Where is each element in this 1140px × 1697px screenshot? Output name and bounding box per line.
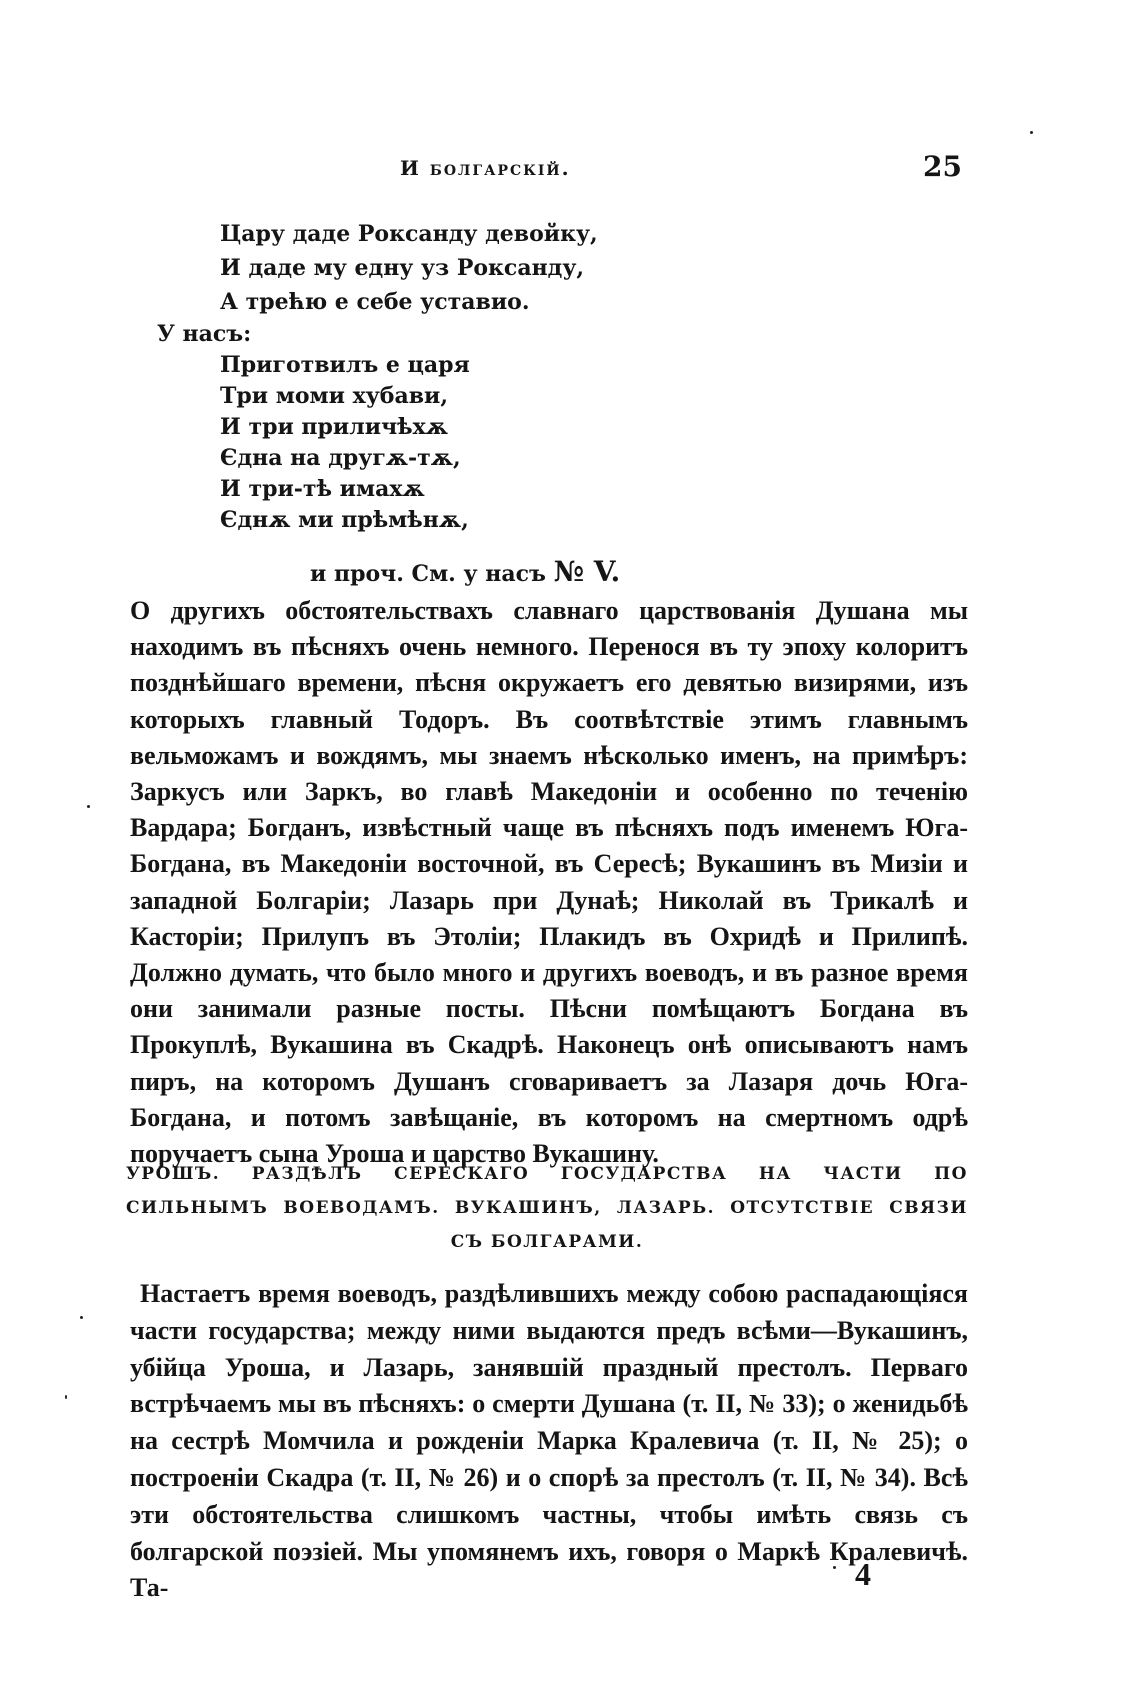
section-heading: УРОШЪ. РАЗДѢЛЪ СЕРЕСКАГО ГОСУДАРСТВА НА ЧАСТИ ПО СИЛЬНЫМЪ ВОЕВОДАМЪ. ВУКАШИНЪ, ЛАЗАРЬ. ОТСУТСТВІЕ СВЯЗИ СЪ БОЛГАРАМИ.	[126, 1164, 968, 1252]
verse-intro: У насъ:	[157, 321, 252, 347]
scan-speck	[80, 1316, 83, 1319]
verse-block-1	[220, 217, 598, 319]
verse-line: Єднѫ ми прѣмѣнѫ,	[220, 507, 469, 533]
running-title: И болгарскій.	[400, 156, 571, 180]
cross-reference	[310, 555, 620, 588]
body-paragraph-2: Настаетъ время воеводъ, раздѣлившихъ между собою распадающіяся части государства; между ними выдаются предъ всѣми—Вукашинъ, убійца Уроша, и Лазарь, занявшій праздный престолъ. Перваго встрѣчаемъ мы въ пѣсняхъ: о смерти Душана (т. II, № 33); о женидьбѣ на сестрѣ Момчила и рожденіи Марка Кралевича (т. II, № 25); о построеніи Скадра (т. II, № 26) и о спорѣ за престолъ (т. II, № 34). Всѣ эти обстоятельства слишкомъ частны, чтобы имѣть связь съ болгарской поэзіей. Мы упомянемъ ихъ, говоря о Маркѣ Кралевичѣ. Та-	[130, 1279, 968, 1603]
verse-line: Єдна на другѫ-тѫ,	[220, 445, 461, 471]
reference-prefix: и проч. См. у насъ	[310, 561, 546, 587]
scan-speck	[87, 805, 90, 808]
scan-speck	[1030, 131, 1033, 134]
signature-mark: 4	[855, 1556, 871, 1592]
verse-line: Три моми хубави,	[220, 383, 448, 409]
verse-line: И даде му едну уз Роксанду,	[220, 255, 585, 281]
verse-line: Цару даде Роксанду девойку,	[220, 221, 598, 247]
scan-speck	[65, 1395, 67, 1399]
verse-line: А трећю е себе уставио.	[220, 289, 530, 315]
scan-speck	[833, 1566, 836, 1569]
verse-line: Приготвилъ е царя	[220, 352, 470, 378]
verse-line: И три приличѣхѫ	[220, 414, 448, 440]
verse-block-2	[220, 350, 470, 536]
page-number: 25	[923, 150, 962, 183]
body-paragraph-1: О другихъ обстоятельствахъ славнаго царствованія Душана мы находимъ въ пѣсняхъ очень немного. Перенося въ ту эпоху колоритъ позднѣйшаго времени, пѣсня окружаетъ его девятью визирями, изъ которыхъ главный Тодоръ. Въ соотвѣтствіе этимъ главнымъ вельможамъ и вождямъ, мы знаемъ нѣсколько именъ, на примѣръ: Заркусъ или Заркъ, во главѣ Македоніи и особенно по теченію Вардара; Богданъ, извѣстный чаще въ пѣсняхъ подъ именемъ Юга-Богдана, въ Македоніи восточной, въ Сересѣ; Вукашинъ въ Мизіи и западной Болгаріи; Лазарь при Дунаѣ; Николай въ Трикалѣ и Касторіи; Прилупъ въ Этоліи; Плакидъ въ Охридѣ и Прилипѣ. Должно думать, что было много и другихъ воеводъ, и въ разное время они занимали разные посты. Пѣсни помѣщаютъ Богдана въ Прокуплѣ, Вукашина въ Скадрѣ. Наконецъ онѣ описываютъ намъ пиръ, на которомъ Душанъ сговариваетъ за Лазаря дочь Юга-Богдана, и потомъ завѣщаніе, въ которомъ на смертномъ одрѣ поручаетъ сына Уроша и царство Вукашину.	[130, 596, 968, 1169]
verse-line: И три-тѣ имахѫ	[220, 476, 425, 502]
reference-number: № V.	[553, 555, 621, 588]
